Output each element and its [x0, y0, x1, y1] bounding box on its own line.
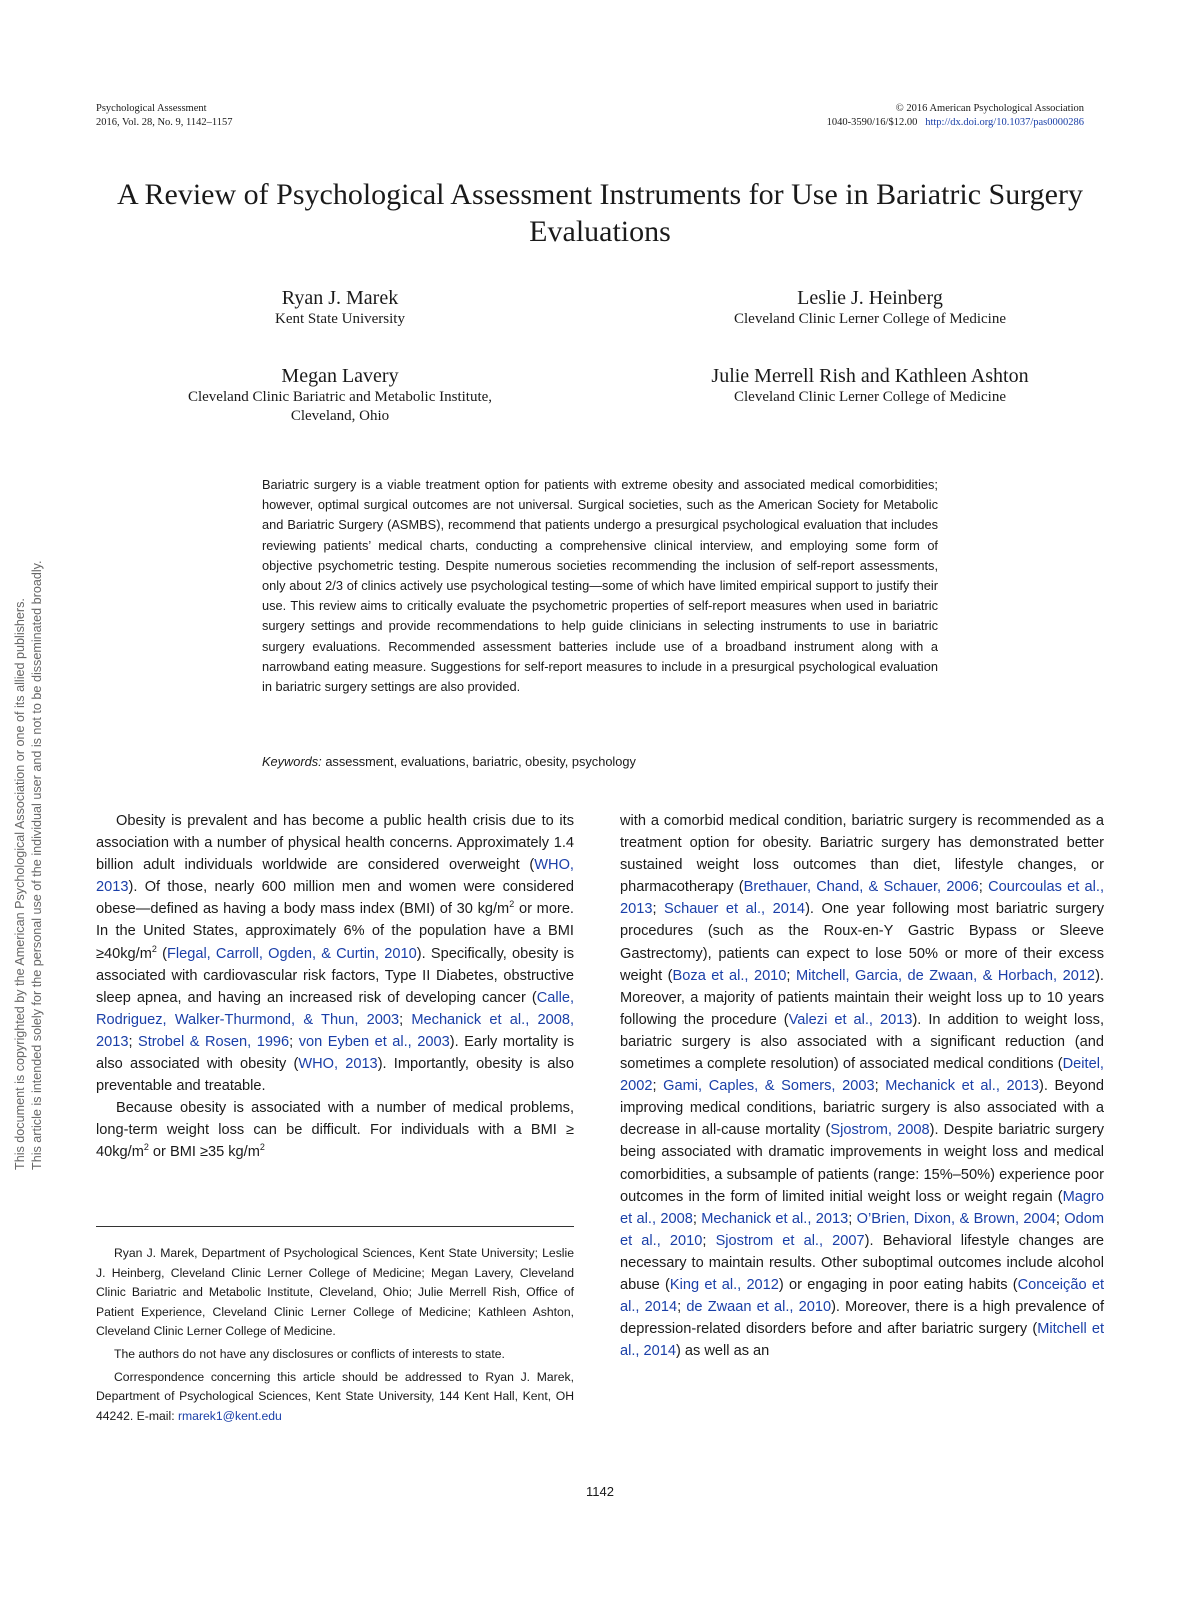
citation-link[interactable]: Magro et al., 2008 [620, 1188, 1104, 1227]
citation-link[interactable]: Brethauer, Chand, & Schauer, 2006 [743, 879, 979, 896]
body-paragraph-2-continued: with a comorbid medical condition, bariatric surgery is recommended as a treatment option for obesity. Bariatric surgery has demonstrated better sustained weight loss outcomes than diet, lifestyle changes, or pharmacotherapy (Brethauer, Chand, & Schauer, 2006; Courcoulas et al., 2013; Schauer et al., 2014). One year following most bariatric surgery procedures (such as the Roux-en-Y Gastric Bypass or Sleeve Gastrectomy), patients can expect to lose 50% or more of their excess weight (Boza et al., 2010; Mitchell, Garcia, de Zwaan, & Horbach, 2012). Moreover, a majority of patients maintain their weight loss up to 10 years following the procedure (Valezi et al., 2013). In addition to weight loss, bariatric surgery is also associated with a significant reduction (and sometimes a complete resolution) of associated medical conditions (Deitel, 2002; Gami, Caples, & Somers, 2003; Mechanick et al., 2013). Beyond improving medical conditions, bariatric surgery is also associated with a decrease in all-cause mortality (Sjostrom, 2008). Despite bariatric surgery being associated with dramatic improvements in weight loss and medical comorbidities, a subsample of patients (range: 15%–50%) experience poor outcomes in the form of limited initial weight loss or weight regain (Magro et al., 2008; Mechanick et al., 2013; O’Brien, Dixon, & Brown, 2004; Odom et al., 2010; Sjostrom et al., 2007). Behavioral lifestyle changes are necessary to maintain results. Other suboptimal outcomes include alcohol abuse (King et al., 2012) or engaging in poor eating habits (Conceição et al., 2014; de Zwaan et al., 2010). Moreover, there is a high prevalence of depression-related disorders before and after bariatric surgery (Mitchell et al., 2014) as well as an [620, 813, 1105, 1360]
citation-link[interactable]: Mechanick et al., 2013 [701, 1210, 849, 1227]
citation-link[interactable]: Mitchell et al., 2014 [620, 1321, 1104, 1360]
citation-link[interactable]: de Zwaan et al., 2010 [686, 1299, 832, 1316]
citation-link[interactable]: O’Brien, Dixon, & Brown, 2004 [856, 1210, 1056, 1227]
article-title: A Review of Psychological Assessment Instruments for Use in Bariatric Surgery Evaluations [117, 178, 1083, 248]
author-name: Megan Lavery [281, 365, 399, 387]
author-affiliation: Cleveland Clinic Lerner College of Medicine [734, 311, 1006, 327]
citation-link[interactable]: King et al., 2012 [669, 1276, 779, 1293]
body-column-left [96, 810, 574, 1164]
keywords-label: Keywords: [262, 754, 322, 769]
citation-link[interactable]: Gami, Caples, & Somers, 2003 [663, 1078, 875, 1095]
journal-name: Psychological Assessment [96, 103, 207, 114]
journal-header-right [827, 102, 1084, 130]
author-affiliation: Cleveland Clinic Bariatric and Metabolic Institute, [187, 389, 493, 405]
body-paragraph-1: Obesity is prevalent and has become a public health crisis due to its association with a number of physical health concerns. Approximately 1.4 billion adult individuals worldwide are considered overweight (WHO, 2013). Of those, nearly 600 million men and women were considered obese—defined as having a body mass index (BMI) of 30 $kg/m^2$ or more. In the United States, approximately 6% of the population have a BMI $\ge 40kg/m^2$ (Flegal, Carroll, Ogden, & Curtin, 2010). Specifically, obesity is associated with cardiovascular risk factors, Type II Diabetes, obstructive sleep apnea, and having an increased risk of developing cancer (Calle, Rodriguez, Walker-Thurmond, & Thun, 2003; Mechanick et al., 2008, 2013; Strobel & Rosen, 1996; von Eyben et al., 2003). Early mortality is also associated with obesity (WHO, 2013). Importantly, obesity is also preventable and treatable. [96, 813, 575, 1095]
keywords-text: assessment, evaluations, bariatric, obesity, psychology [325, 754, 636, 769]
author-affiliation: Kent State University [275, 311, 405, 327]
citation-link[interactable]: Boza et al., 2010 [672, 967, 787, 984]
citation-link[interactable]: Sjostrom et al., 2007 [715, 1232, 865, 1249]
author-block-2 [640, 286, 1100, 329]
author-name: Julie Merrell Rish and Kathleen Ashton [711, 365, 1029, 387]
citation-link[interactable]: WHO, 2013 [298, 1056, 378, 1073]
author-block-4 [620, 364, 1120, 407]
citation-link[interactable]: Mitchell, Garcia, de Zwaan, & Horbach, 2012 [795, 967, 1096, 984]
citation-link[interactable]: Mechanick et al., 2008, 2013 [96, 1011, 575, 1050]
citation-link[interactable]: Deitel, 2002 [620, 1056, 1104, 1095]
citation-link[interactable]: Schauer et al., 2014 [664, 901, 806, 918]
citation-link[interactable]: Flegal, Carroll, Ogden, & Curtin, 2010 [166, 945, 417, 962]
body-paragraph-2-start: Because obesity is associated with a number of medical problems, long-term weight loss can be difficult. For individuals with a BMI ≥ $40kg/m^2$ or BMI ≥35 $kg/m^2$ [96, 1100, 574, 1161]
email-link[interactable]: rmarek1@kent.edu [177, 1408, 282, 1423]
citation-link[interactable]: Valezi et al., 2013 [788, 1011, 913, 1028]
author-name: Ryan J. Marek [281, 287, 399, 309]
author-block-1 [140, 286, 540, 329]
journal-header-left [96, 102, 233, 130]
citation-link[interactable]: Strobel & Rosen, 1996 [138, 1033, 290, 1050]
citation-link[interactable]: WHO, 2013 [96, 857, 574, 896]
side-notice-line1: This document is copyrighted by the American Psychological Association or one of its allied publishers. [13, 598, 27, 1170]
author-footnotes [96, 1244, 574, 1429]
copyright-side-notice [12, 410, 46, 1170]
body-column-right [620, 810, 1104, 1362]
doi-link[interactable]: http://dx.doi.org/10.1037/pas0000286 [925, 117, 1084, 128]
abstract: Bariatric surgery is a viable treatment option for patients with extreme obesity and associated medical comorbidities; however, optimal surgical outcomes are not universal. Surgical societies, such as the American Society for Metabolic and Bariatric Surgery (ASMBS), recommend that patients undergo a presurgical psychological evaluation that includes reviewing patients’ medical charts, conducting a comprehensive clinical interview, and employing some form of objective psychometric testing. Despite numerous societies recommending the inclusion of self-report assessments, only about 2/3 of clinics actively use psychological testing—some of which have limited empirical support to justify their use. This review aims to critically evaluate the psychometric properties of self-report measures when used in bariatric surgery settings and provide recommendations to help guide clinicians in selecting instruments to use in bariatric surgery evaluations. Recommended assessment batteries include use of a broadband instrument along with a narrowband eating measure. Suggestions for self-report measures to include in a presurgical psychological evaluation in bariatric surgery settings are also provided. [262, 477, 938, 695]
keywords [262, 754, 636, 769]
footnote-correspondence: Correspondence concerning this article should be addressed to Ryan J. Marek, Department of Psychological Sciences, Kent State University, 144 Kent Hall, Kent, OH 44242. E-mail: rmarek1@kent.edu [96, 1369, 574, 1423]
author-name: Leslie J. Heinberg [797, 287, 943, 309]
citation-link[interactable]: Calle, Rodriguez, Walker-Thurmond, & Thun, 2003 [96, 989, 574, 1028]
footnote-affiliations: Ryan J. Marek, Department of Psychological Sciences, Kent State University; Leslie J. Heinberg, Cleveland Clinic Lerner College of Medicine; Megan Lavery, Cleveland Clinic Bariatric and Metabolic Institute, Cleveland, Ohio; Julie Merrell Rish, Office of Patient Experience, Cleveland Clinic Lerner College of Medicine; Kathleen Ashton, Cleveland Clinic Lerner College of Medicine. [96, 1246, 574, 1339]
citation-link[interactable]: Sjostrom, 2008 [830, 1122, 930, 1139]
citation-link[interactable]: Conceição et al., 2014 [620, 1276, 1104, 1316]
citation-link[interactable]: von Eyben et al., 2003 [298, 1033, 450, 1050]
page-number: 1142 [586, 1484, 614, 1499]
author-affiliation-city: Cleveland, Ohio [290, 408, 390, 424]
journal-volume: 2016, Vol. 28, No. 9, 1142–1157 [96, 117, 233, 128]
author-block-3 [110, 364, 570, 426]
citation-link[interactable]: Odom et al., 2010 [620, 1210, 1104, 1249]
citation-link[interactable]: Mechanick et al., 2013 [885, 1078, 1039, 1095]
copyright-line: © 2016 American Psychological Association [895, 103, 1084, 114]
issn-doi-line [827, 116, 1084, 130]
author-affiliation: Cleveland Clinic Lerner College of Medicine [734, 389, 1006, 405]
footnote-disclosure: The authors do not have any disclosures or conflicts of interests to state. [114, 1346, 505, 1361]
side-notice-line2: This article is intended solely for the personal use of the individual user and is not to be disseminated broadly. [30, 560, 44, 1170]
footnote-divider [96, 1226, 574, 1227]
issn: 1040-3590/16/$12.00 [826, 117, 918, 128]
citation-link[interactable]: Courcoulas et al., 2013 [620, 879, 1105, 918]
